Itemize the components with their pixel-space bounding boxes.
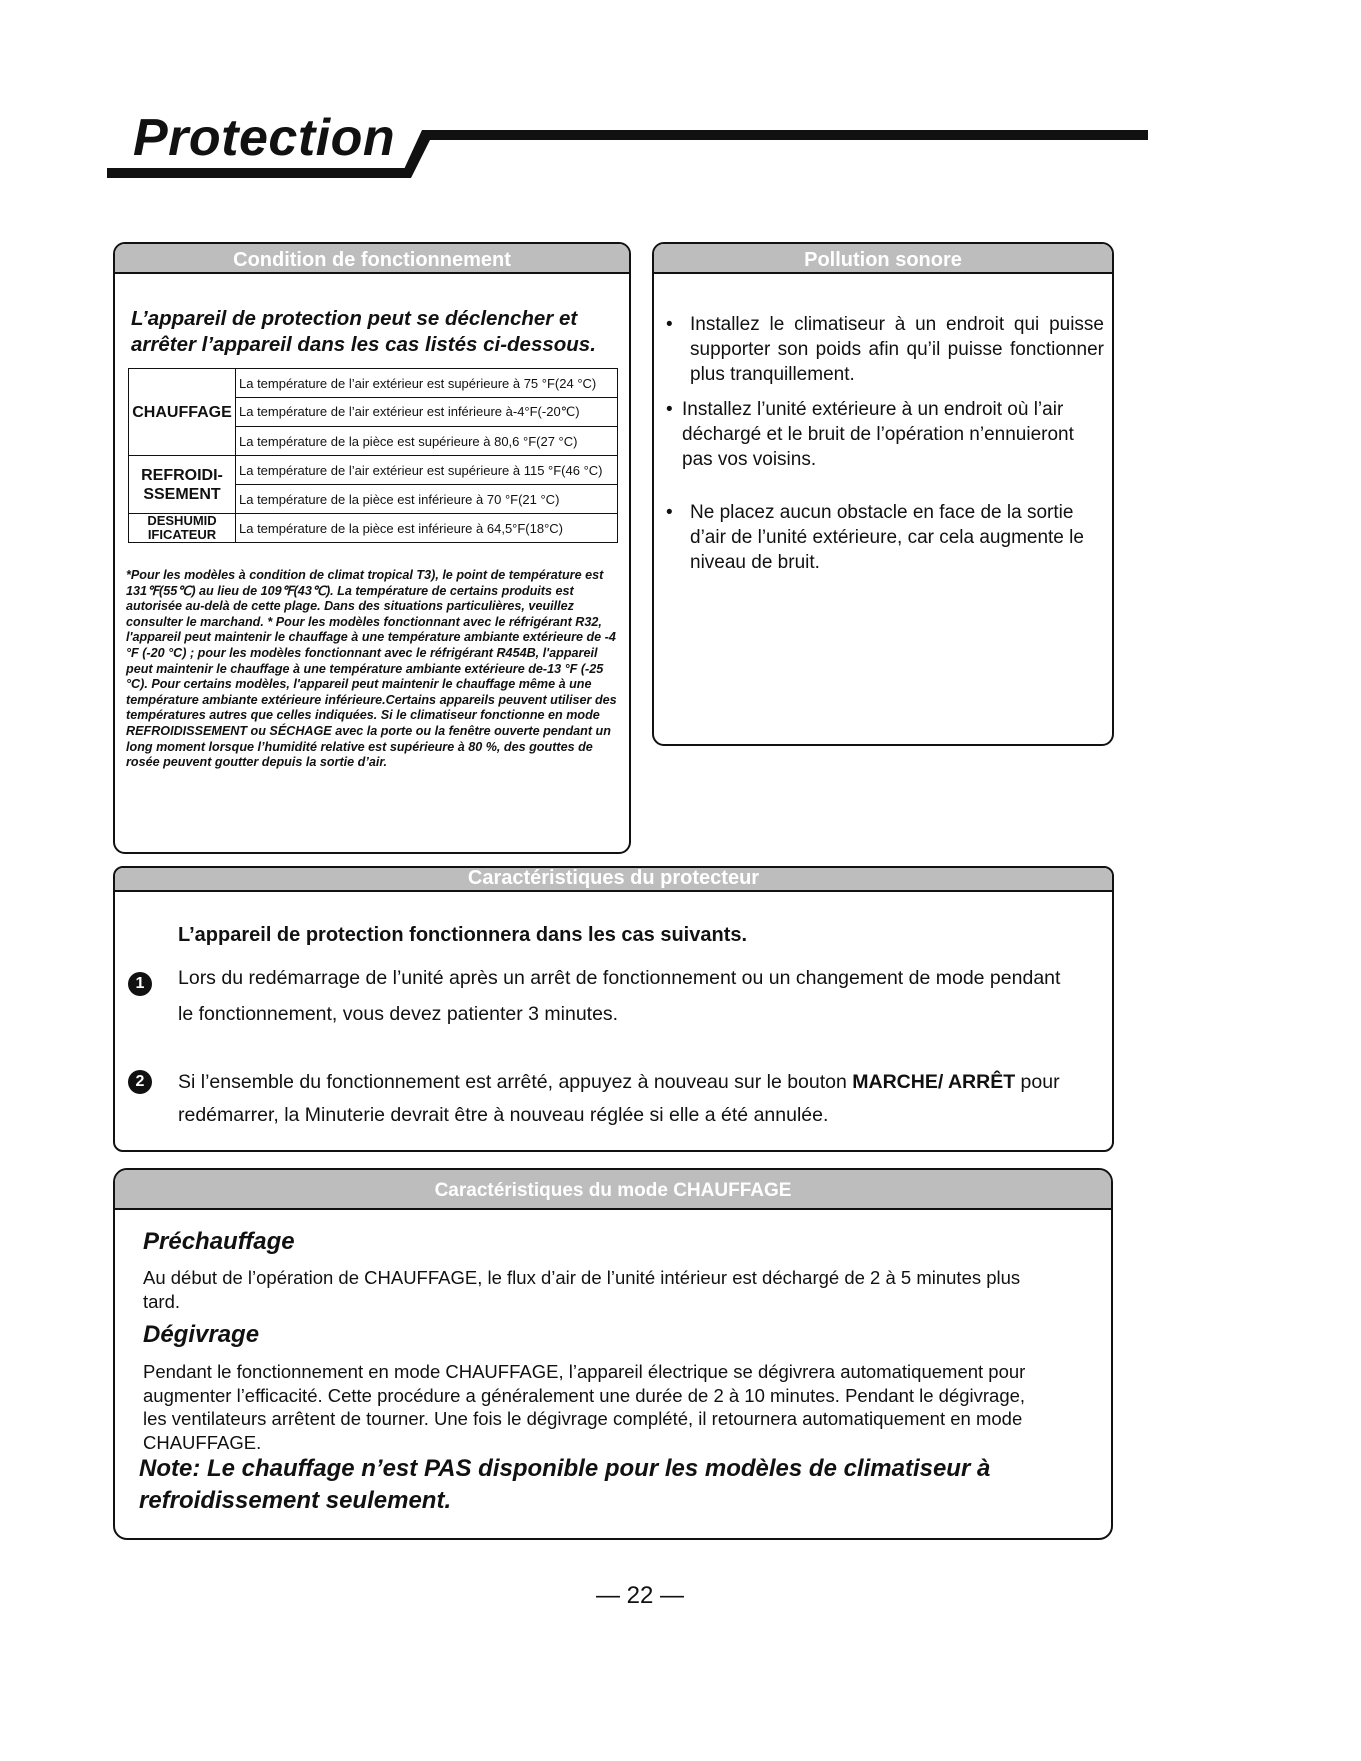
defrost-text: Pendant le fonctionnement en mode CHAUFFAGE, l’appareil électrique se dégivrera automatiquement pour augmenter l’efficacité. Cette procédure a généralement une durée de 2 à 10 minutes. Pendant le dégivrage, les ventilateurs arrêtent de tourner. Une fois le dégivrage complété, il retournera automatiquement en mode CHAUFFAGE. (143, 1361, 1026, 1453)
table-cell: La température de l’air extérieur est inférieure à-4°F(-20℃) (236, 398, 618, 427)
list-item-text: Installez le climatiseur à un endroit qui puisse supporter son poids afin qu’il puisse fonctionner plus tranquillement. (690, 314, 1104, 385)
bullet-icon: • (666, 399, 673, 420)
operating-conditions-box (113, 242, 631, 854)
noise-pollution-title: Pollution sonore (654, 244, 1112, 274)
defrost-heading: Dégivrage (143, 1321, 260, 1348)
preheat-text: Au début de l’opération de CHAUFFAGE, le flux d’air de l’unité intérieur est déchargé de 2 à 5 minutes plus tard. (143, 1267, 1021, 1312)
protector-item-1: Lors du redémarrage de l’unité après un arrêt de fonctionnement ou un changement de mode pendant le fonctionnement, vous devez patienter 3 minutes. (178, 967, 1061, 1025)
conditions-table (128, 368, 618, 543)
list-item-text: Ne placez aucun obstacle en face de la sortie d’air de l’unité extérieure, car cela augmente le niveau de bruit. (690, 502, 1084, 573)
table-cell: La température de la pièce est inférieure à 64,5°F(18°C) (236, 514, 618, 543)
list-item (664, 312, 1104, 387)
protector-item-2 (178, 1066, 1078, 1132)
table-cell: La température de l’air extérieur est supérieure à 115 °F(46 °C) (236, 456, 618, 485)
protector-box (113, 866, 1114, 1152)
number-2-badge-icon: 2 (128, 1070, 152, 1094)
list-item-text: Installez l’unité extérieure à un endroit où l’air déchargé et le bruit de l’opération n’ennuieront pas vos voisins. (682, 399, 1074, 470)
header-underline (107, 168, 407, 178)
protector-item-2-text-end: pour redémarrer, la Minuterie devrait être à nouveau réglée si elle a été annulée. (178, 1071, 1060, 1126)
protector-item-2-text: Si l’ensemble du fonctionnement est arrêté, appuyez à nouveau sur le bouton (178, 1071, 853, 1093)
table-row (129, 456, 618, 485)
noise-pollution-box (652, 242, 1114, 746)
table-cell: La température de l’air extérieur est supérieure à 75 °F(24 °C) (236, 369, 618, 398)
on-off-button-label: MARCHE/ ARRÊT (852, 1071, 1016, 1093)
heating-mode-box (113, 1168, 1113, 1540)
page-number: — 22 — (595, 1582, 685, 1609)
page-title: Protection (133, 109, 396, 167)
bullet-icon: • (666, 502, 673, 523)
header-slant-line (400, 130, 1148, 178)
bullet-icon: • (666, 314, 673, 335)
heating-label: CHAUFFAGE (129, 369, 236, 456)
list-item (664, 397, 1104, 472)
table-cell: La température de la pièce est supérieure à 80,6 °F(27 °C) (236, 427, 618, 456)
list-item (664, 500, 1104, 575)
operating-conditions-notes: *Pour les modèles à condition de climat tropical T3), le point de température est 131℉(55℃) au lieu de 109℉(43℃). La température de certains produits est autorisée au-delà de cette plage. Dans des situations particulières, veuillez consulter le marchand. * Pour les modèles fonctionnant avec le réfrigérant R32, l'appareil peut maintenir le chauffage à une température ambiante extérieure de -4 °F (-20 °C) ; pour les modèles fonctionnant avec le réfrigérant R454B, l'appareil peut maintenir le chauffage à une température ambiante extérieure de-13 °F (-25 °C). Pour certains modèles, l'appareil peut maintenir le chauffage même à une température ambiante extérieure inférieure.Certains appareils peuvent utiliser des températures autres que celles indiquées. Si le climatiseur fonctionne en mode REFROIDISSEMENT ou SÉCHAGE avec la porte ou la fenêtre ouverte pendant un long moment lorsque l’humidité relative est supérieure à 80 %, des gouttes de rosée peuvent goutter depuis la sortie d’air. (126, 568, 617, 770)
heating-mode-title: Caractéristiques du mode CHAUFFAGE (115, 1170, 1111, 1210)
table-cell: La température de la pièce est inférieure à 70 °F(21 °C) (236, 485, 618, 514)
operating-conditions-intro: L’appareil de protection peut se déclencher et arrêter l’appareil dans les cas listés ci-dessous. (131, 307, 596, 356)
dehumidify-label: DESHUMID IFICATEUR (129, 514, 236, 543)
protector-lead: L’appareil de protection fonctionnera dans les cas suivants. (178, 924, 748, 946)
cooling-label: REFROIDI-SSEMENT (129, 456, 236, 514)
table-row (129, 514, 618, 543)
table-row (129, 369, 618, 398)
preheat-heading: Préchauffage (143, 1228, 295, 1255)
protector-title: Caractéristiques du protecteur (115, 868, 1112, 892)
operating-conditions-title: Condition de fonctionnement (115, 244, 629, 274)
heating-note: Note: Le chauffage n’est PAS disponible pour les modèles de climatiseur à refroidissement seulement. (139, 1455, 991, 1514)
number-1-badge-icon: 1 (128, 972, 152, 996)
header-rule (0, 0, 1361, 200)
